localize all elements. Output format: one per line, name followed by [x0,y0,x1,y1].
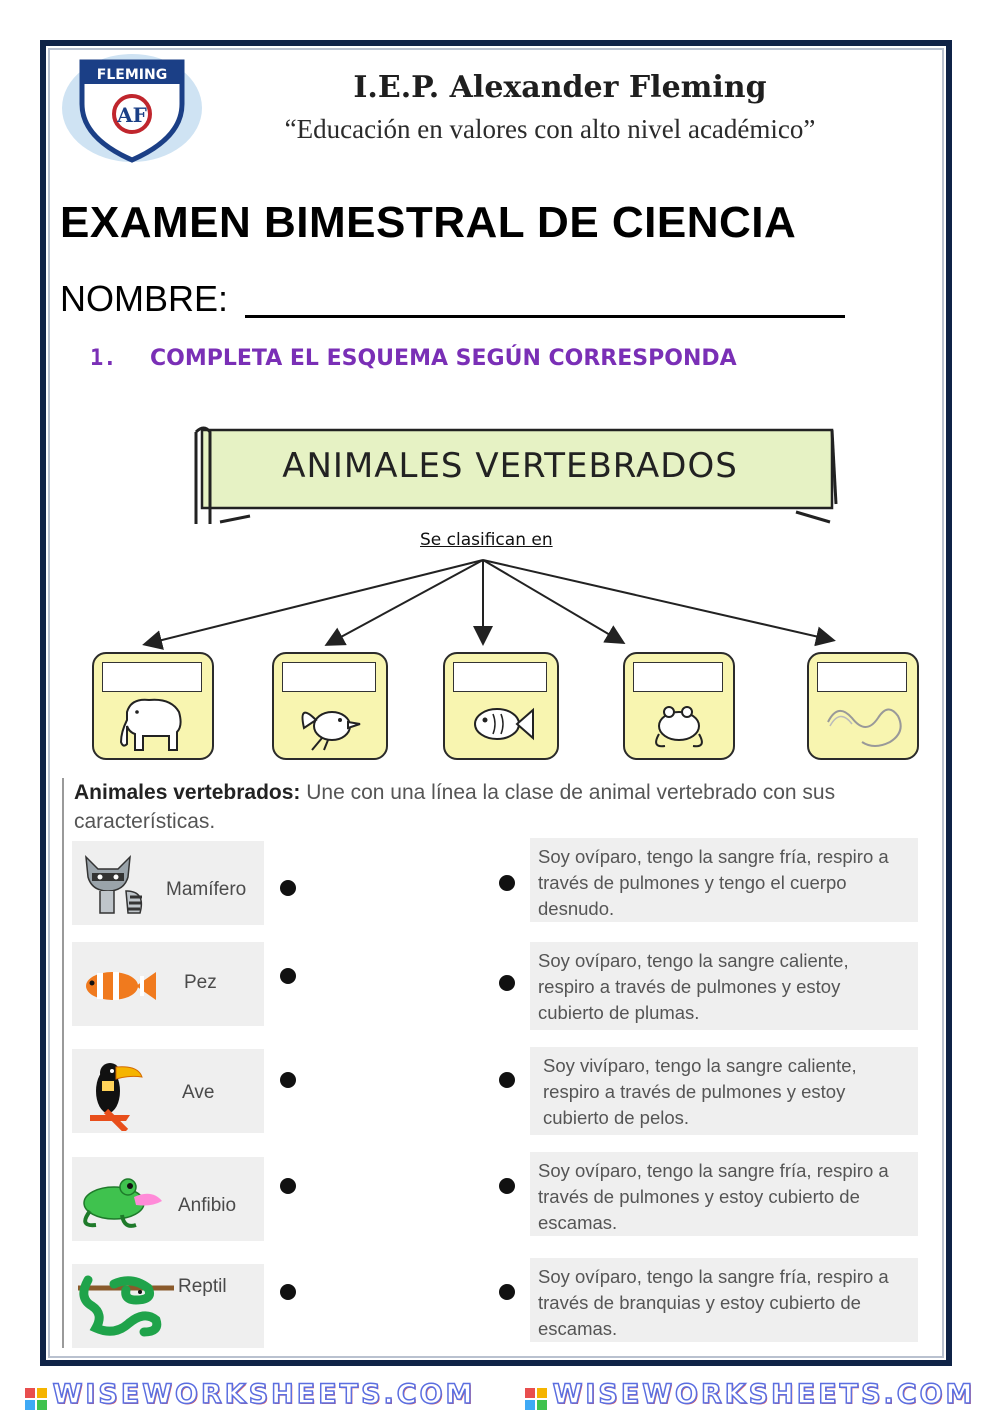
class-box-2 [272,652,388,760]
matching-instruction-text: Une con una línea la clase de animal vertebrado con sus características. [74,781,836,833]
footer-brand-text: WISEWORKSHEETS.COM [552,1379,976,1410]
name-label: NOMBRE: [60,278,229,319]
wiseworksheets-logo-icon [525,1388,547,1410]
matching-instructions [74,778,924,836]
raccoon-icon [80,851,150,917]
class-box-4 [623,652,735,760]
school-logo-icon [60,52,210,164]
logo-text: FLEMING [96,67,168,83]
description-card-2: Soy ovíparo, tengo la sangre caliente, respiro a través de pulmones y estoy cubierto de plumas. [530,942,918,1030]
left-match-dot-2[interactable] [280,968,296,984]
frog-icon [74,1167,164,1231]
left-match-dot-5[interactable] [280,1284,296,1300]
animal-card-pez [72,942,264,1026]
class-answer-field-2[interactable] [282,662,376,692]
matching-title: Animales vertebrados: [74,781,301,804]
snake-icon [74,1270,174,1340]
description-card-3: Soy vivíparo, tengo la sangre caliente, respiro a través de pulmones y estoy cubierto de pelos. [530,1047,918,1135]
matching-section-border [62,778,64,1348]
question-text: COMPLETA EL ESQUEMA SEGÚN CORRESPONDA [150,346,737,371]
animal-label: Mamífero [166,879,247,900]
question-number: 1. [90,346,117,371]
class-answer-field-3[interactable] [453,662,547,692]
bird-icon [292,692,368,754]
fish-icon [463,692,539,754]
scheme-arrows [100,550,900,660]
right-match-dot-2[interactable] [499,975,515,991]
wiseworksheets-logo-icon [25,1388,47,1410]
class-answer-field-1[interactable] [102,662,202,692]
left-match-dot-1[interactable] [280,880,296,896]
name-answer-line[interactable] [245,315,845,318]
animal-card-reptil [72,1264,264,1348]
exam-title: EXAMEN BIMESTRAL DE CIENCIA [60,198,797,247]
right-match-dot-5[interactable] [499,1284,515,1300]
elephant-icon [113,692,193,754]
animal-card-anfibio [72,1157,264,1241]
class-box-5 [807,652,919,760]
classify-label: Se clasifican en [420,530,553,550]
frog-icon [643,692,715,754]
class-answer-field-5[interactable] [817,662,907,692]
footer-brand-text: WISEWORKSHEETS.COM [52,1379,476,1410]
right-match-dot-1[interactable] [499,875,515,891]
school-name: I.E.P. Alexander Fleming [353,70,767,105]
toucan-icon [86,1055,146,1131]
right-match-dot-4[interactable] [499,1178,515,1194]
footer-brand-left [25,1379,476,1410]
right-match-dot-3[interactable] [499,1072,515,1088]
footer-watermark [0,1376,1000,1413]
banner-title: ANIMALES VERTEBRADOS [282,446,738,486]
animal-card-ave [72,1049,264,1133]
footer-brand-right [525,1379,976,1410]
animal-label: Ave [182,1082,215,1103]
animal-label: Anfibio [178,1195,237,1216]
school-motto: “Educación en valores con alto nivel académico” [284,114,816,144]
class-box-3 [443,652,559,760]
logo-initials: AF [117,103,147,127]
description-card-4: Soy ovíparo, tengo la sangre fría, respiro a través de pulmones y estoy cubierto de escamas. [530,1152,918,1236]
left-match-dot-4[interactable] [280,1178,296,1194]
description-card-5: Soy ovíparo, tengo la sangre fría, respiro a través de branquias y estoy cubierto de escamas. [530,1258,918,1342]
description-card-1: Soy ovíparo, tengo la sangre fría, respiro a través de pulmones y tengo el cuerpo desnudo. [530,838,918,922]
animal-label: Reptil [178,1276,227,1297]
animal-label: Pez [184,972,217,993]
class-answer-field-4[interactable] [633,662,723,692]
snake-icon [818,692,908,754]
animal-card-mamifero [72,841,264,925]
clownfish-icon [82,966,158,1006]
left-match-dot-3[interactable] [280,1072,296,1088]
class-box-1 [92,652,214,760]
